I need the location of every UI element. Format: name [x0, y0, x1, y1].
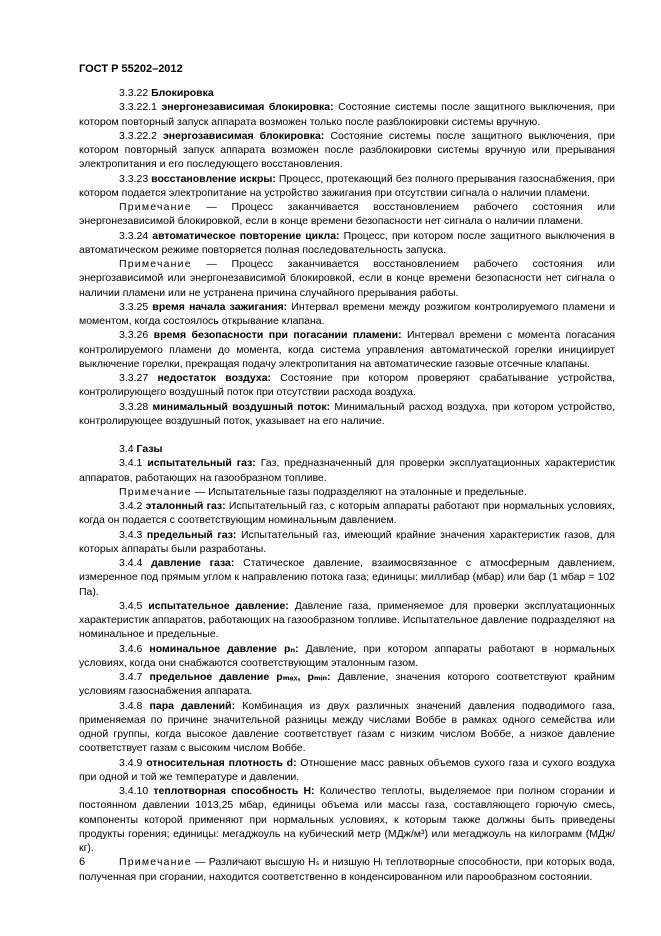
term: испытательный газ:	[147, 457, 256, 470]
paragraph-gap	[79, 428, 615, 442]
note-paragraph	[79, 257, 615, 300]
clause-number: 3.4.1	[119, 457, 143, 470]
clause-number: 3.4.8	[119, 699, 143, 712]
term: испытательное давление:	[148, 599, 289, 612]
definition-paragraph	[79, 756, 615, 785]
clause-number: 3.4	[119, 443, 134, 455]
note-paragraph	[79, 200, 615, 229]
definition-paragraph	[79, 400, 615, 429]
definition-text: Интервал времени между розжигом контролируемого пламени и моментом, когда состоялось открывание клапана.	[79, 300, 616, 327]
note-label: Примечание	[119, 485, 192, 498]
term: эталонный газ:	[145, 500, 226, 512]
term: номинальное давление pₙ:	[149, 642, 299, 655]
definition-text: Минимальный расход воздуха, при котором устройство, контролирующее воздушный поток, указывает на его наличие.	[79, 400, 615, 427]
clause-number: 3.3.27	[119, 372, 149, 384]
definition-paragraph	[79, 371, 615, 400]
term: время безопасности при погасании пламени:	[153, 329, 402, 342]
term: Газы	[136, 443, 163, 455]
clause-number: 3.4.2	[119, 500, 143, 512]
definition-paragraph	[79, 129, 615, 172]
definition-text: Давление, значения которого соответствуют крайним условиям газоснабжения аппарата.	[79, 671, 615, 698]
term: относительная плотность d:	[146, 756, 297, 769]
definition-text: — Процесс заканчивается восстановлением рабочего состояния или энергозависимой или энергонезависимой блокировкой, если в конце времени безопасности нет сигнала о наличии пламени или не устранена причина случайного прерывания работы.	[79, 258, 615, 299]
definition-paragraph	[79, 670, 615, 699]
definition-text: Состояние при котором проверяют срабатывание устройства, контролирующего воздушный поток при отсутствии расхода воздуха.	[79, 372, 615, 399]
term: пара давлений:	[149, 699, 236, 712]
definition-text: Процесс, протекающий без полного прерывания газоснабжения, при котором подается электропитание на устройство зажигания при отсутствии сигнала о наличии пламени.	[79, 172, 615, 199]
term: минимальный воздушный поток:	[152, 400, 331, 413]
definition-text: Испытательный газ, имеющий крайние значения характеристик газов, для которых аппараты были разработаны.	[79, 528, 615, 555]
definition-text: — Испытательные газы подразделяют на эталонные и предельные.	[194, 485, 527, 498]
definition-paragraph	[79, 556, 615, 599]
clause-number: 3.3.22.1	[119, 101, 157, 114]
term: восстановление искры:	[151, 172, 276, 185]
clause-number: 3.4.7	[119, 671, 143, 683]
definition-paragraph	[79, 100, 615, 129]
clause-number: 3.4.9	[119, 756, 143, 769]
term: время начала зажигания:	[152, 300, 288, 313]
document-body	[79, 86, 615, 884]
definition-text: Процесс, при котором после защитного выключения в автоматическом режиме повторяется полная последовательность запуска.	[79, 229, 615, 256]
document-header: ГОСТ Р 55202–2012	[79, 63, 183, 75]
definition-paragraph	[79, 642, 615, 671]
clause-number: 3.3.24	[119, 229, 149, 242]
term: энергонезависимая блокировка:	[161, 101, 334, 114]
note-label: Примечание	[119, 258, 192, 270]
definition-text: Состояние системы после защитного выключения, при котором повторный запуск аппарата возможен только после разблокировки системы вручную.	[79, 101, 615, 128]
clause-number: 3.3.25	[119, 300, 149, 313]
note-paragraph	[79, 485, 615, 499]
definition-text: Состояние системы после защитного выключения, при котором повторный запуск аппарата возможен после разблокировки системы вручную или прерывания электропитания и его последующего восстановления.	[79, 129, 615, 171]
definition-paragraph	[79, 499, 615, 528]
definition-text: Давление газа, применяемое для проверки эксплуатационных характеристик аппаратов, работающих на газообразном топливе. Испытательное давление подразделяют на номинальное и предельные.	[79, 599, 616, 641]
definition-paragraph	[79, 86, 615, 100]
definition-text: Количество теплоты, выделяемое при полном сгорании и постоянном давлении 1013,25 мбар, единицы объема или массы газа, составляющего горючую смесь, компоненты которой применяют при нормальных условиях, к которым также должны быть приведены продукты горения; единицы: мегаджоуль на кубический метр (МДж/м³) или мегаджоуль на килограмм (МДж/кг).	[79, 785, 615, 854]
clause-number: 3.4.4	[119, 557, 143, 569]
page-number: 6	[79, 856, 86, 868]
definition-paragraph	[79, 172, 615, 201]
note-label: Примечание	[119, 856, 192, 869]
term: предельное давление pₘₐₓ, pₘᵢₙ:	[149, 671, 331, 683]
clause-number: 3.4.6	[119, 642, 143, 655]
clause-number: 3.3.26	[119, 329, 149, 342]
clause-number: 3.4.5	[119, 599, 143, 612]
definition-text: Давление, при котором аппараты работают в нормальных условиях, когда они снабжаются соответствующим эталонным газом.	[79, 642, 615, 669]
definition-text: Испытательный газ, с которым аппараты работают при нормальных условиях, когда он подается с соответствующим номинальным давлением.	[79, 500, 616, 527]
definition-text: Интервал времени с момента погасания контролируемого пламени до момента, когда система управления автоматической горелки инициирует выключение горелки, прекращая подачу электропитания на автоматические газовые отсечные клапаны.	[79, 329, 615, 370]
definition-text: — Различают высшую Hₛ и низшую Hᵢ теплотворные способности, при которых вода, полученная при сгорании, находится соответственно в конденсированном или парообразном состоянии.	[79, 856, 616, 883]
definition-text: — Процесс заканчивается восстановлением рабочего состояния или энергонезависимой блокировкой, если в конце времени безопасности нет сигнала о наличии пламени.	[79, 201, 615, 228]
definition-paragraph	[79, 229, 615, 258]
term: давление газа:	[151, 557, 235, 569]
term: энергозависимая блокировка:	[162, 129, 325, 142]
clause-number: 3.3.28	[119, 400, 149, 413]
term: автоматическое повторение цикла:	[152, 229, 340, 242]
definition-paragraph	[79, 328, 615, 371]
clause-number: 3.3.22	[119, 87, 149, 99]
term: Блокировка	[151, 87, 214, 99]
term: недостаток воздуха:	[157, 372, 272, 384]
definition-paragraph	[79, 699, 615, 756]
definition-text: Газ, предназначенный для проверки эксплуатационных характеристик аппаратов, работающих на газообразном топливе.	[79, 457, 615, 484]
term: предельный газ:	[146, 528, 237, 541]
clause-number: 3.3.23	[119, 172, 149, 185]
definition-text: Статическое давление, взаимосвязанное с атмосферным давлением, измеренное под прямым углом к направлению потока газа; единицы: миллибар (мбар) или бар (1 мбар = 102 Па).	[79, 557, 616, 598]
definition-text: Комбинация из двух различных значений давления подводимого газа, применяемая по причине значительной разницы между числами Воббе в рамках одного семейства или одной группы, когда высокое давление соответствует газам с низким числом Воббе, а низкое давление соответствует газам с высоким числом Воббе.	[79, 699, 616, 755]
clause-number: 3.4.10	[119, 785, 149, 797]
term: теплотворная способность H:	[153, 785, 315, 797]
definition-paragraph	[79, 599, 615, 642]
note-label: Примечание	[119, 201, 192, 213]
clause-number: 3.4.3	[119, 528, 143, 541]
definition-paragraph	[79, 300, 615, 329]
clause-number: 3.3.22.2	[119, 129, 157, 142]
definition-paragraph	[79, 456, 615, 485]
definition-paragraph	[79, 442, 615, 456]
definition-text: Отношение масс равных объемов сухого газа и сухого воздуха при одной и той же температуре и давлении.	[79, 756, 616, 783]
note-paragraph	[79, 855, 615, 884]
definition-paragraph	[79, 528, 615, 557]
definition-paragraph	[79, 784, 615, 855]
